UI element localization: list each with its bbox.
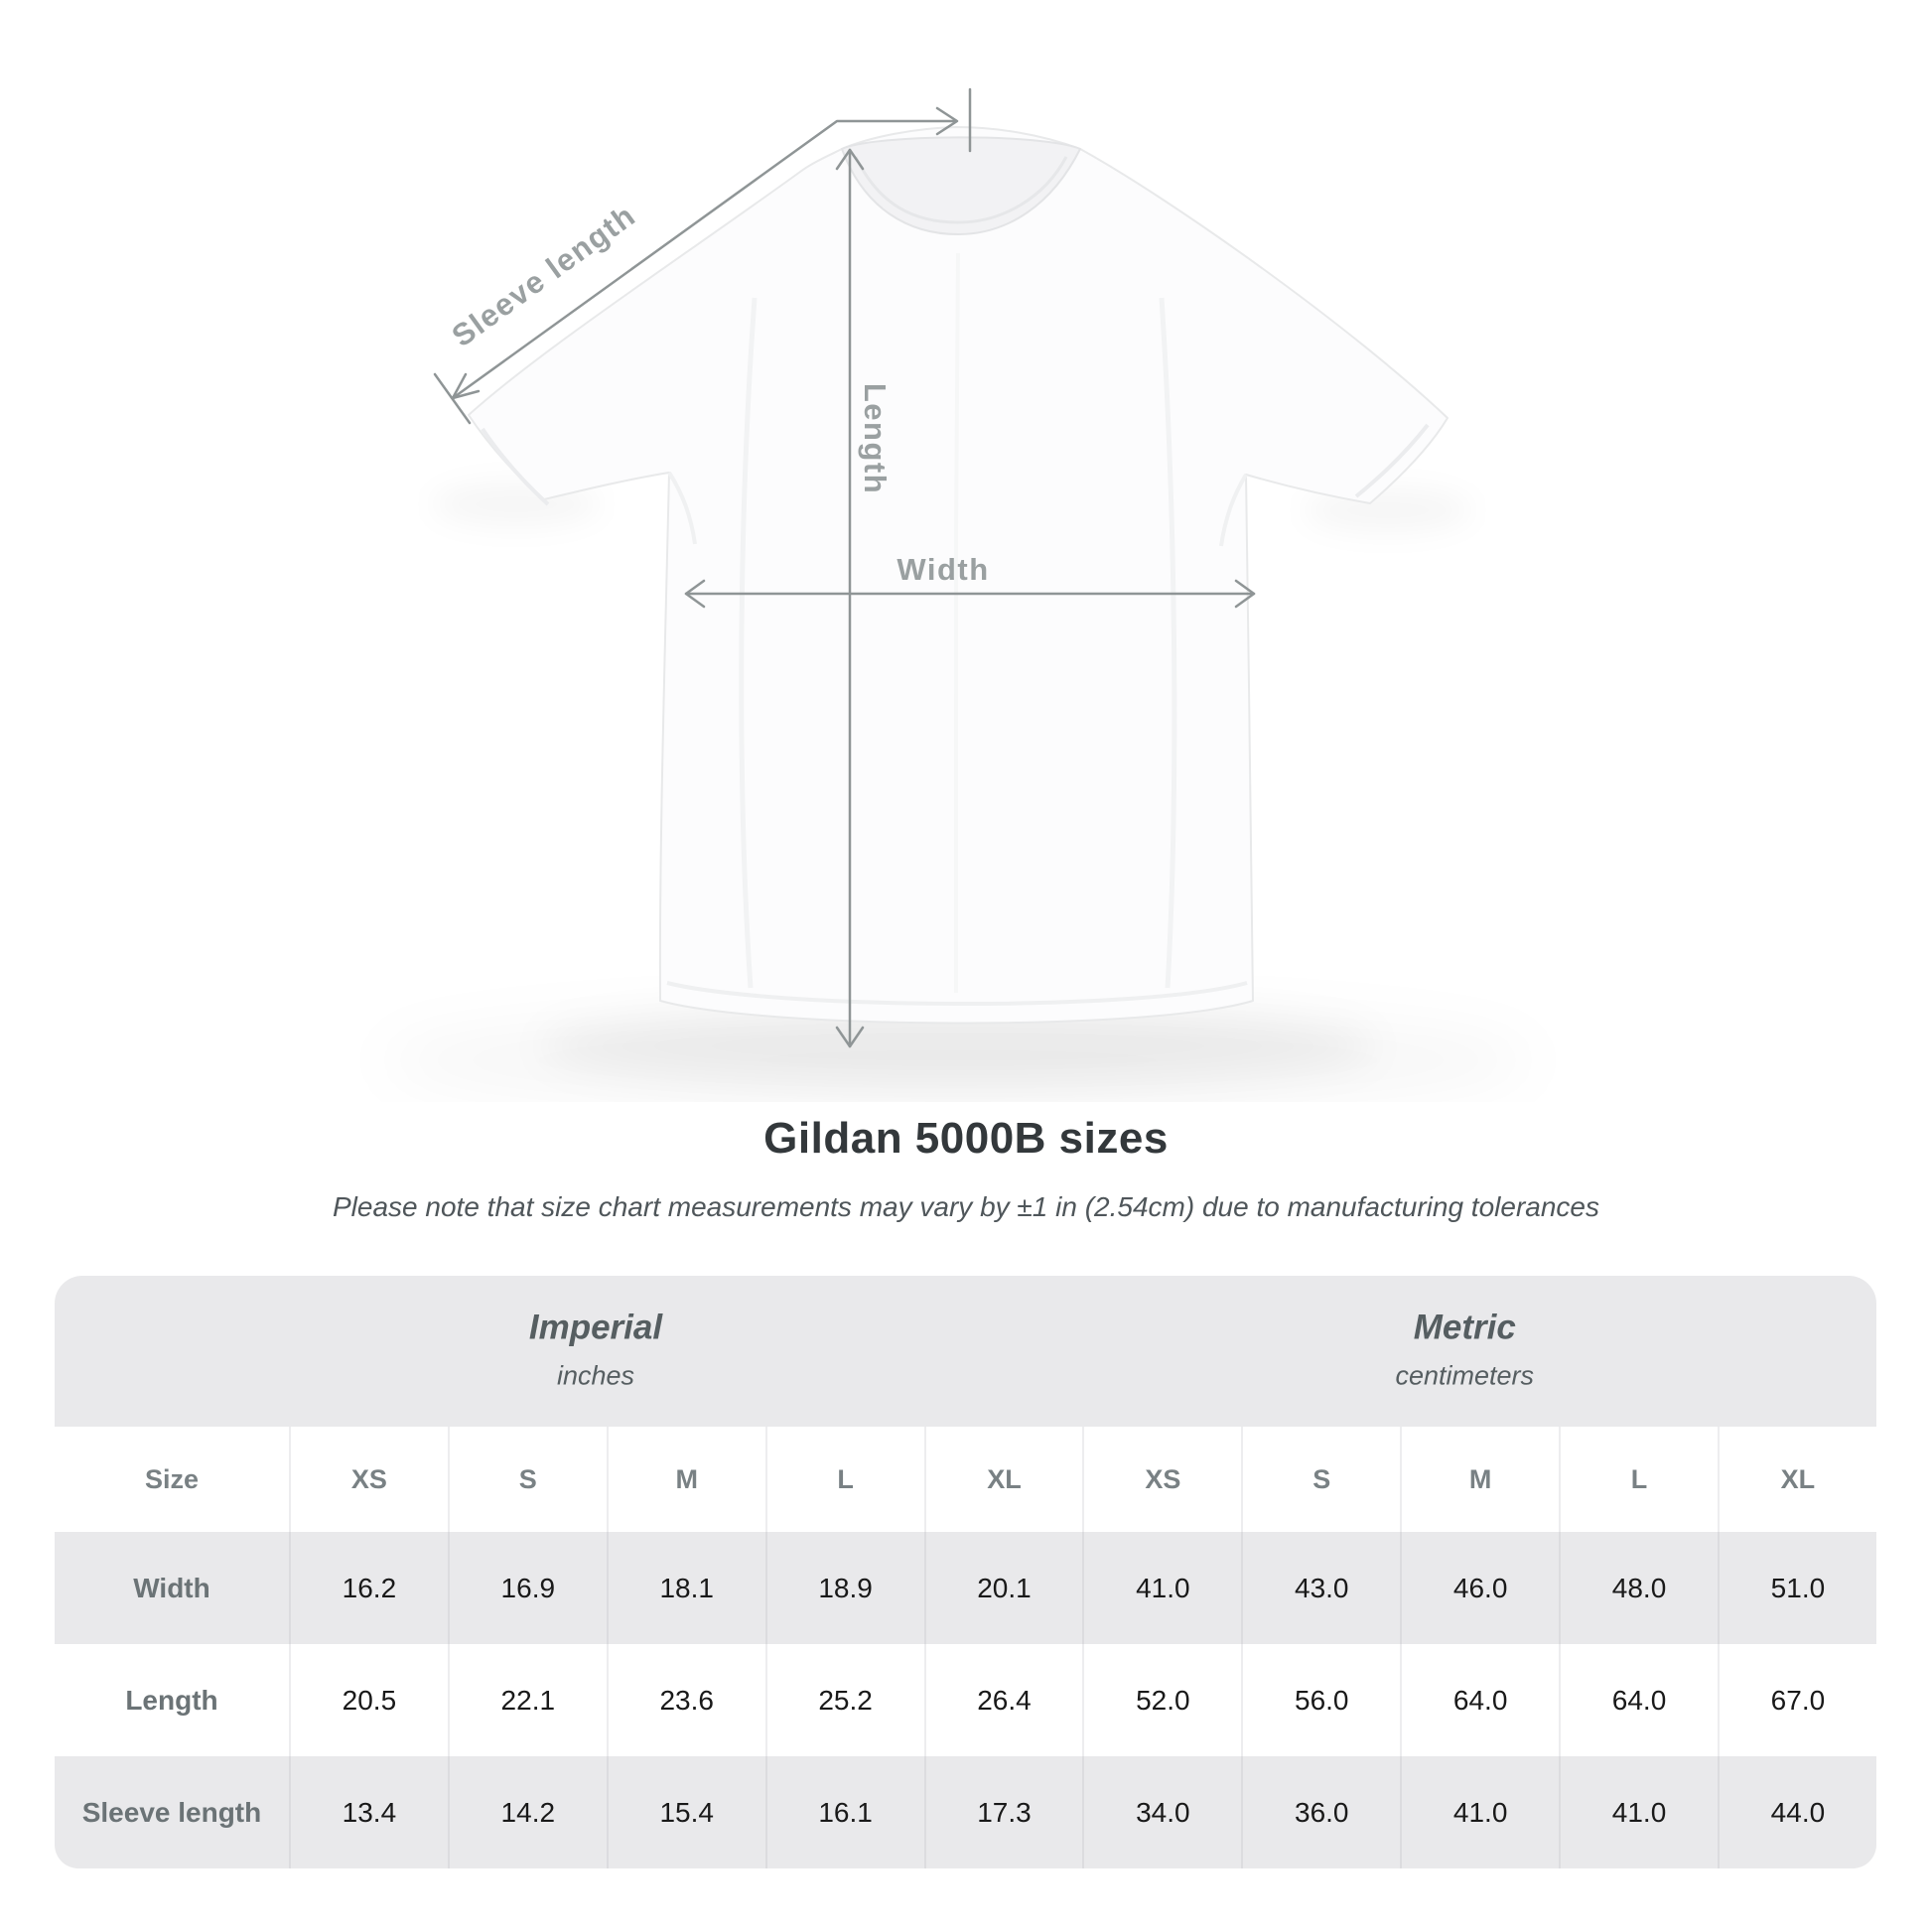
cell-value: 18.9 — [765, 1532, 924, 1644]
cell-value: 34.0 — [1082, 1756, 1241, 1868]
cell-value: 25.2 — [765, 1644, 924, 1756]
cell-value: 41.0 — [1400, 1756, 1559, 1868]
column-header-m-imperial: M — [607, 1427, 765, 1532]
sleeve-length-label: Sleeve length — [445, 197, 642, 354]
column-header-s-metric: S — [1241, 1427, 1400, 1532]
sleeve-length-line — [453, 121, 955, 398]
table-header-row — [55, 1427, 1876, 1532]
unit-sub-imperial: inches — [556, 1360, 635, 1391]
page-title: Gildan 5000B sizes — [763, 1114, 1169, 1163]
cell-value: 41.0 — [1082, 1532, 1241, 1644]
cell-value: 16.1 — [765, 1756, 924, 1868]
cell-value: 64.0 — [1400, 1644, 1559, 1756]
cell-value: 46.0 — [1400, 1532, 1559, 1644]
column-header-l-metric: L — [1559, 1427, 1718, 1532]
cell-value: 16.9 — [448, 1532, 607, 1644]
cell-value: 48.0 — [1559, 1532, 1718, 1644]
cell-value: 67.0 — [1718, 1644, 1876, 1756]
cell-value: 36.0 — [1241, 1756, 1400, 1868]
cell-value: 56.0 — [1241, 1644, 1400, 1756]
unit-sub-metric: centimeters — [1395, 1360, 1535, 1391]
unit-group-metric — [1396, 1308, 1535, 1391]
cell-value: 20.5 — [289, 1644, 448, 1756]
cell-value: 44.0 — [1718, 1756, 1876, 1868]
column-header-s-imperial: S — [448, 1427, 607, 1532]
row-label-sleeve-length: Sleeve length — [81, 1796, 262, 1828]
column-header-size: Size — [144, 1463, 199, 1494]
table-row-length — [55, 1644, 1876, 1756]
unit-name-imperial: Imperial — [528, 1308, 663, 1347]
sleeve-end-tick — [435, 374, 470, 423]
width-label: Width — [897, 552, 990, 587]
column-header-xl-imperial: XL — [924, 1427, 1083, 1532]
column-header-xl-metric: XL — [1718, 1427, 1876, 1532]
cell-value: 16.2 — [289, 1532, 448, 1644]
cell-value: 22.1 — [448, 1644, 607, 1756]
unit-group-imperial — [529, 1308, 662, 1391]
tolerance-note: Please note that size chart measurements may vary by ±1 in (2.54cm) due to manufacturing tolerances — [333, 1191, 1599, 1222]
row-label-width: Width — [133, 1572, 210, 1603]
cell-value: 17.3 — [924, 1756, 1083, 1868]
column-header-xs-metric: XS — [1082, 1427, 1241, 1532]
size-table — [55, 1276, 1876, 1868]
cell-value: 51.0 — [1718, 1532, 1876, 1644]
cell-value: 52.0 — [1082, 1644, 1241, 1756]
cell-value: 13.4 — [289, 1756, 448, 1868]
column-header-l-imperial: L — [765, 1427, 924, 1532]
cell-value: 15.4 — [607, 1756, 765, 1868]
unit-header-band — [55, 1276, 1876, 1427]
cell-value: 20.1 — [924, 1532, 1083, 1644]
cell-value: 14.2 — [448, 1756, 607, 1868]
cell-value: 18.1 — [607, 1532, 765, 1644]
cell-value: 64.0 — [1559, 1644, 1718, 1756]
column-header-xs-imperial: XS — [289, 1427, 448, 1532]
cell-value: 43.0 — [1241, 1532, 1400, 1644]
table-row-sleeve-length — [55, 1756, 1876, 1868]
length-label: Length — [858, 382, 893, 495]
unit-name-metric: Metric — [1413, 1308, 1516, 1347]
column-header-m-metric: M — [1400, 1427, 1559, 1532]
cell-value: 23.6 — [607, 1644, 765, 1756]
cell-value: 26.4 — [924, 1644, 1083, 1756]
cell-value: 41.0 — [1559, 1756, 1718, 1868]
table-row-width — [55, 1532, 1876, 1644]
row-label-length: Length — [125, 1684, 218, 1716]
